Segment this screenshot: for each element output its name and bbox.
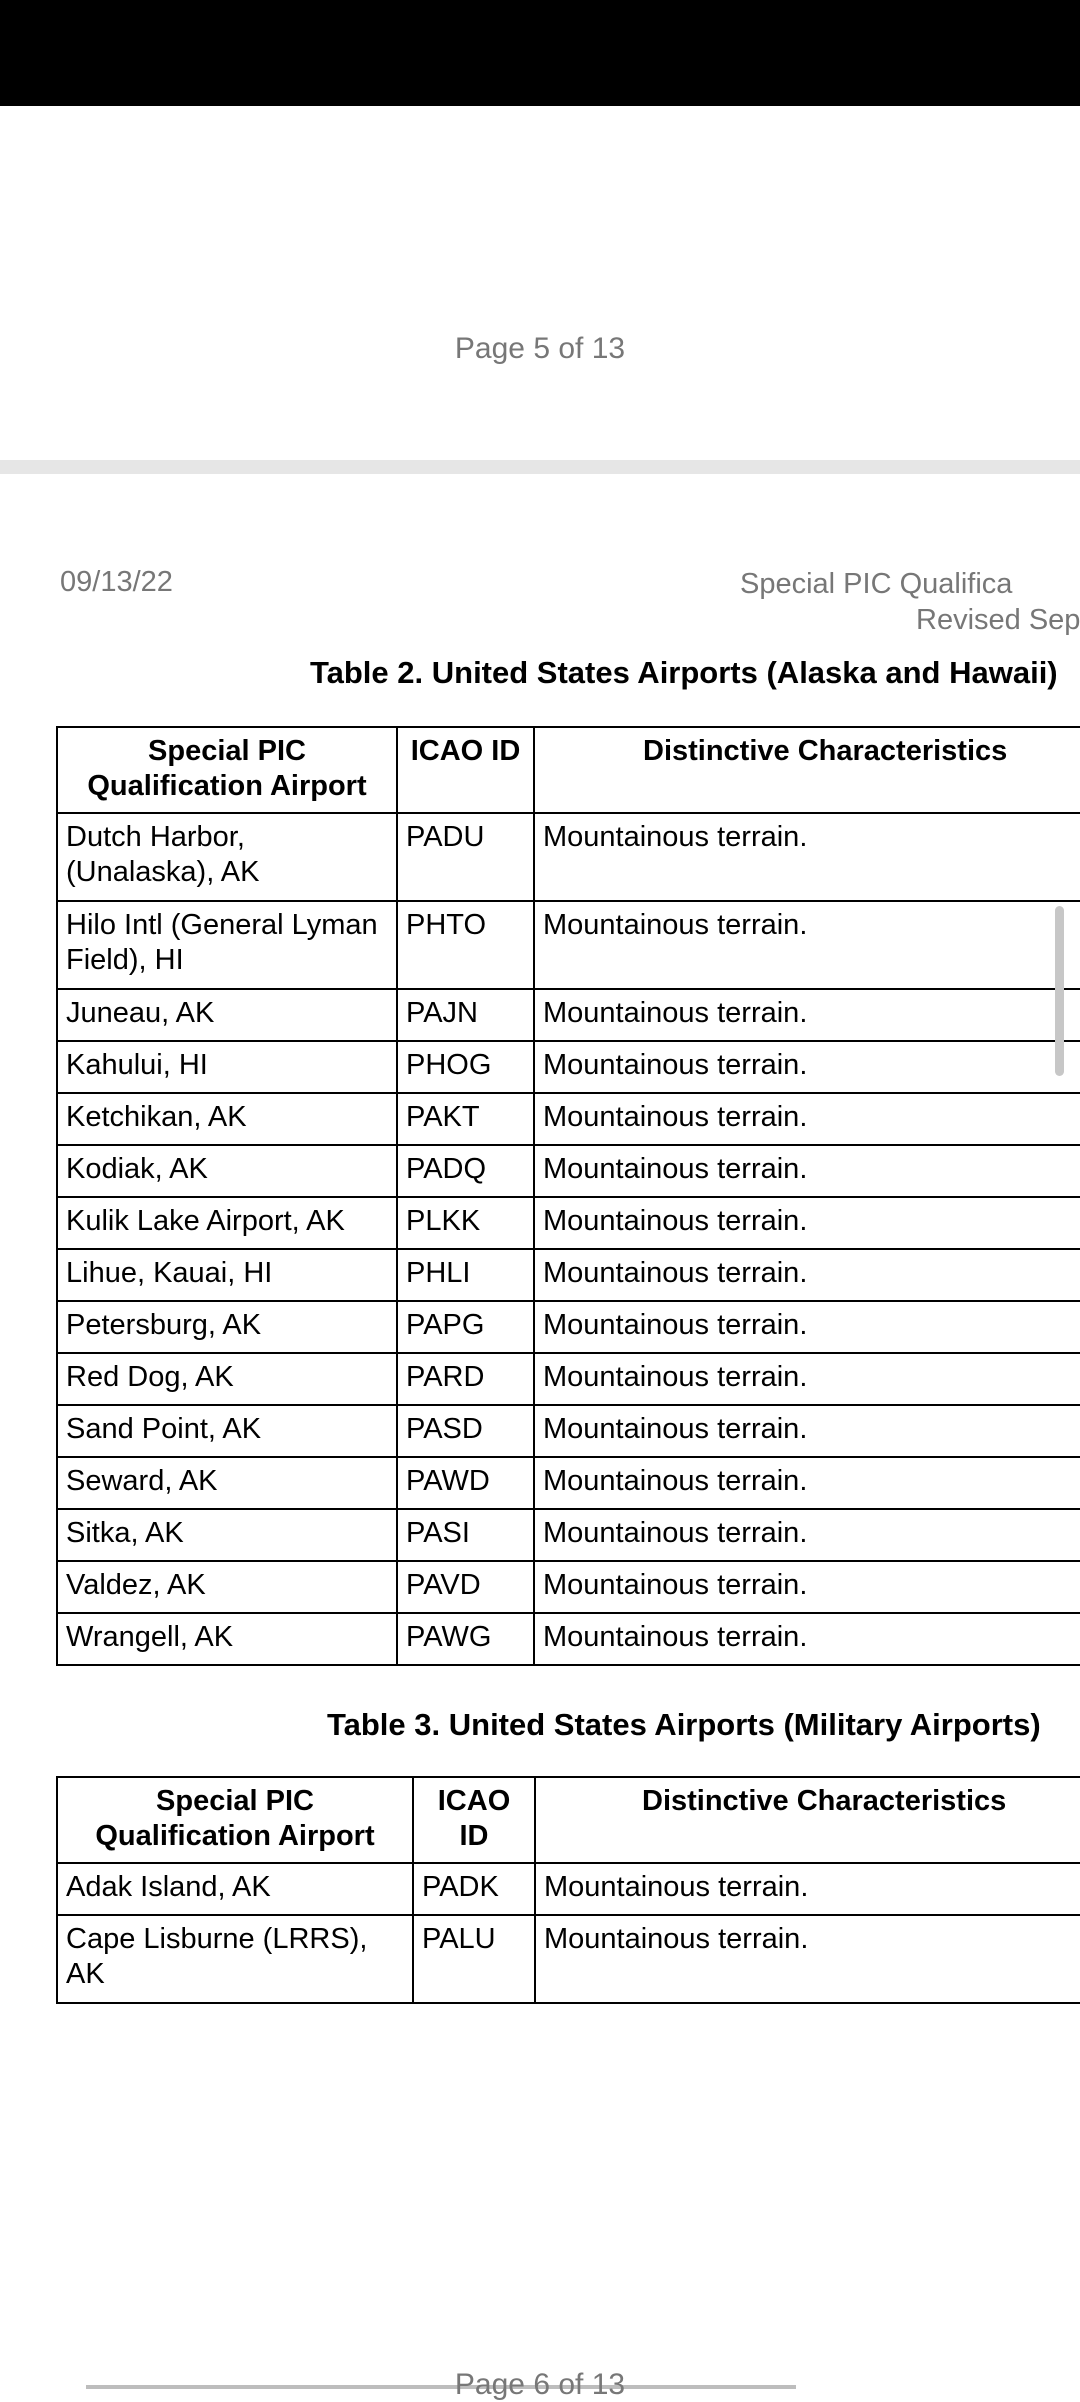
airport-cell: Kulik Lake Airport, AK xyxy=(57,1197,397,1249)
column-header-icao: ICAO ID xyxy=(397,727,534,813)
status-bar xyxy=(0,0,1080,106)
table-row xyxy=(57,901,1080,989)
table-header-row xyxy=(57,1777,1080,1863)
document-date: 09/13/22 xyxy=(60,566,173,598)
table-row xyxy=(57,1561,1080,1613)
airport-cell: Cape Lisburne (LRRS), AK xyxy=(57,1915,413,2003)
characteristics-cell: Mountainous terrain. xyxy=(534,813,1080,901)
table-row xyxy=(57,1613,1080,1665)
icao-cell: PADK xyxy=(413,1863,535,1915)
table3-airports-military xyxy=(56,1776,1080,2004)
characteristics-cell: Mountainous terrain. xyxy=(534,1041,1080,1093)
table2-airports-alaska-hawaii xyxy=(56,726,1080,1666)
column-header-characteristics: Distinctive Characteristics xyxy=(534,727,1080,813)
characteristics-cell: Mountainous terrain. xyxy=(534,1405,1080,1457)
icao-cell: PASD xyxy=(397,1405,534,1457)
page-indicator-bottom: Page 6 of 13 xyxy=(454,2368,626,2401)
table-header-row xyxy=(57,727,1080,813)
table-row xyxy=(57,1353,1080,1405)
airport-cell: Hilo Intl (General Lyman Field), HI xyxy=(57,901,397,989)
characteristics-cell: Mountainous terrain. xyxy=(534,1613,1080,1665)
table3-caption: Table 3. United States Airports (Military Airports) xyxy=(327,1707,1041,1742)
page-separator xyxy=(0,460,1080,474)
table-row xyxy=(57,1509,1080,1561)
characteristics-cell: Mountainous terrain. xyxy=(534,1249,1080,1301)
characteristics-cell: Mountainous terrain. xyxy=(534,901,1080,989)
characteristics-cell: Mountainous terrain. xyxy=(534,989,1080,1041)
characteristics-cell: Mountainous terrain. xyxy=(534,1145,1080,1197)
icao-cell: PADU xyxy=(397,813,534,901)
icao-cell: PAKT xyxy=(397,1093,534,1145)
characteristics-cell: Mountainous terrain. xyxy=(534,1457,1080,1509)
column-header-icao: ICAO ID xyxy=(413,1777,535,1863)
characteristics-cell: Mountainous terrain. xyxy=(535,1915,1080,2003)
table-row xyxy=(57,1093,1080,1145)
table-row xyxy=(57,1301,1080,1353)
column-header-airport: Special PIC Qualification Airport xyxy=(57,727,397,813)
characteristics-cell: Mountainous terrain. xyxy=(534,1301,1080,1353)
table-row xyxy=(57,1915,1080,2003)
table-row xyxy=(57,1145,1080,1197)
icao-cell: PASI xyxy=(397,1509,534,1561)
column-header-characteristics: Distinctive Characteristics xyxy=(535,1777,1080,1863)
airport-cell: Dutch Harbor, (Unalaska), AK xyxy=(57,813,397,901)
icao-cell: PARD xyxy=(397,1353,534,1405)
icao-cell: PAWG xyxy=(397,1613,534,1665)
characteristics-cell: Mountainous terrain. xyxy=(534,1509,1080,1561)
airport-cell: Red Dog, AK xyxy=(57,1353,397,1405)
airport-cell: Kahului, HI xyxy=(57,1041,397,1093)
table-row xyxy=(57,813,1080,901)
characteristics-cell: Mountainous terrain. xyxy=(534,1093,1080,1145)
airport-cell: Adak Island, AK xyxy=(57,1863,413,1915)
airport-cell: Ketchikan, AK xyxy=(57,1093,397,1145)
table-row xyxy=(57,989,1080,1041)
icao-cell: PAPG xyxy=(397,1301,534,1353)
airport-cell: Valdez, AK xyxy=(57,1561,397,1613)
header-title-line2: Revised Sep xyxy=(916,604,1080,636)
icao-cell: PHOG xyxy=(397,1041,534,1093)
table-row xyxy=(57,1197,1080,1249)
airport-cell: Kodiak, AK xyxy=(57,1145,397,1197)
icao-cell: PHLI xyxy=(397,1249,534,1301)
airport-cell: Petersburg, AK xyxy=(57,1301,397,1353)
table-row xyxy=(57,1863,1080,1915)
airport-cell: Seward, AK xyxy=(57,1457,397,1509)
airport-cell: Wrangell, AK xyxy=(57,1613,397,1665)
characteristics-cell: Mountainous terrain. xyxy=(535,1863,1080,1915)
icao-cell: PHTO xyxy=(397,901,534,989)
page-indicator: Page 5 of 13 xyxy=(454,332,626,365)
airport-cell: Sand Point, AK xyxy=(57,1405,397,1457)
characteristics-cell: Mountainous terrain. xyxy=(534,1561,1080,1613)
table-row xyxy=(57,1249,1080,1301)
scrollbar-thumb[interactable] xyxy=(1055,906,1064,1076)
characteristics-cell: Mountainous terrain. xyxy=(534,1353,1080,1405)
airport-cell: Sitka, AK xyxy=(57,1509,397,1561)
table-row xyxy=(57,1457,1080,1509)
icao-cell: PAWD xyxy=(397,1457,534,1509)
icao-cell: PAVD xyxy=(397,1561,534,1613)
icao-cell: PLKK xyxy=(397,1197,534,1249)
header-title-line1: Special PIC Qualifica xyxy=(740,568,1013,600)
icao-cell: PALU xyxy=(413,1915,535,2003)
column-header-airport: Special PIC Qualification Airport xyxy=(57,1777,413,1863)
table-row xyxy=(57,1405,1080,1457)
airport-cell: Juneau, AK xyxy=(57,989,397,1041)
table2-caption: Table 2. United States Airports (Alaska and Hawaii) xyxy=(310,655,1058,690)
document-header-title xyxy=(740,566,1080,638)
airport-cell: Lihue, Kauai, HI xyxy=(57,1249,397,1301)
characteristics-cell: Mountainous terrain. xyxy=(534,1197,1080,1249)
icao-cell: PAJN xyxy=(397,989,534,1041)
icao-cell: PADQ xyxy=(397,1145,534,1197)
table-row xyxy=(57,1041,1080,1093)
